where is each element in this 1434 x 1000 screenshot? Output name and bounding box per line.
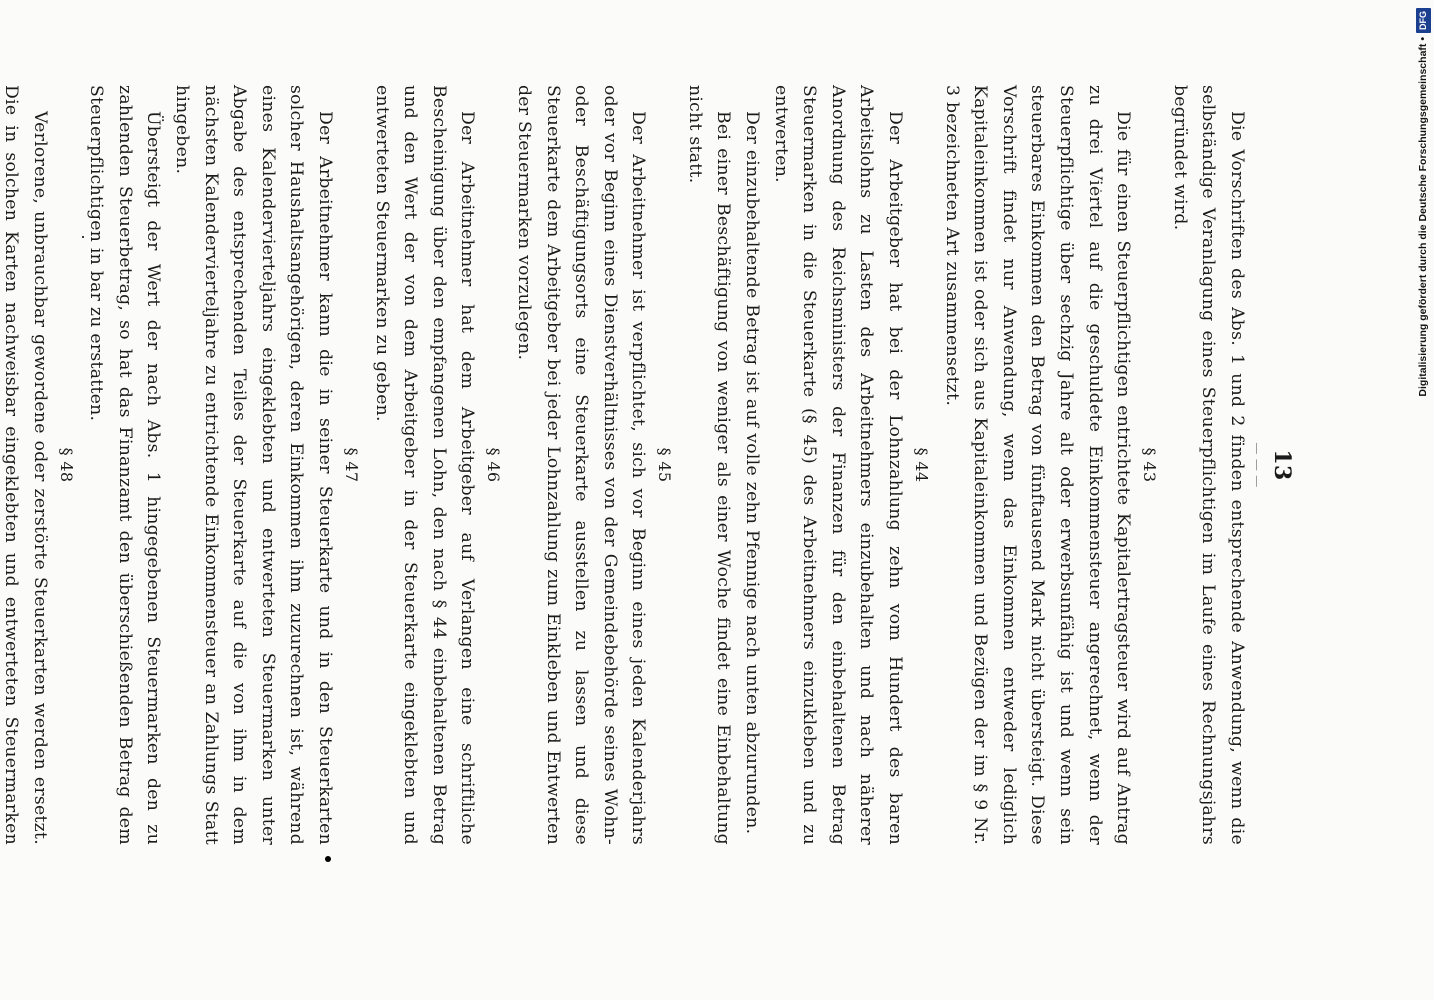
paragraph-text: Der Arbeitnehmer hat dem Arbeitgeber auf Verlangen eine schriftliche Bescheinigung über den empfangenen Lohn, den nach § 44 einbehaltenen Betrag und den Wert der von dem Arbeitgeber in der Steuerkarte eingeklebten und entwerteten Steuermarken zu geben. <box>371 85 478 845</box>
paragraph-text: Die Vorschriften des Abs. 1 und 2 finden entsprechende Anwendung, wenn die selbständige Veranlagung eines Steuerpflichtigen im Laufe eines Rechnungsjahrs begründet wird. <box>1169 85 1247 845</box>
section-43 <box>937 85 1161 845</box>
section-48 <box>0 85 78 845</box>
dfg-logo: DFG <box>1416 8 1431 33</box>
paragraph-text: Der Arbeitnehmer ist verpflichtet, sich vor Beginn eines jeden Kalenderjahrs oder vor Beginn eines Dienstverhältnisses von der Gemeindebehörde seines Wohn- oder Beschäftigungsorts eine Steuerkarte ausstellen zu lassen und diese Steuerkarte dem Arbeitgeber bei jeder Lohnzahlung zum Einkleben und Entwerten der Steuermarken vorzulegen. <box>513 85 649 845</box>
paragraph-text: Übersteigt der Wert der nach Abs. 1 hingegebenen Steuermarken den zu zahlenden Steuerbetrag, so hat das Finanzamt den überschießenden Betrag dem Steuerpflichtigen in bar zu erstatten. <box>86 85 164 845</box>
digitization-credit-text: Digitalisierung gefördert durch die Deutsche Forschungsgemeinschaft • <box>1417 37 1429 397</box>
document-page <box>1 85 1295 875</box>
section-heading: § 44 <box>912 447 932 483</box>
digitization-credit <box>1412 8 1434 403</box>
page-number: 13 <box>1269 449 1295 481</box>
paragraph-text: Der Arbeitgeber hat bei der Lohnzahlung zehn vom Hundert des baren Arbeitslohns zu Lasten des Arbeitnehmers einzubehalten und nach näherer Anordnung des Reichsministers der Finanzen für den einbehaltenen Betrag Steuermarken in die Steuerkarte (§ 45) des Arbeitnehmers einzukleben und zu entwerten. <box>770 85 906 845</box>
digitization-credit-text-wrapper <box>1414 8 1432 403</box>
section-heading: § 45 <box>655 447 675 483</box>
header-rule: — — — <box>1250 442 1264 488</box>
section-heading: § 48 <box>56 447 76 483</box>
section-44 <box>680 85 933 845</box>
page-text-block <box>0 85 1295 845</box>
section-47 <box>82 85 363 845</box>
paragraph-text: Der Arbeitnehmer kann die in seiner Steuerkarte und in den Steuerkarten solcher Haushaltsangehörigen, deren Einkommen ihm zuzurechnen ist, während eines Kalendervierteljahrs eingeklebten und entwerteten Steuermarken unter Abgabe des entsprechenden Teiles der Steuerkarte auf die von ihm in dem nächsten Kalendervierteljahre zu entrichtende Einkommensteuer an Zahlungs Statt hingeben. <box>172 85 335 845</box>
section-45 <box>509 85 676 845</box>
paragraph-text: Die für einen Steuerpflichtigen entrichtete Kapitalertragsteuer wird auf Antrag zu drei Viertel auf die geschuldete Einkommensteuer angerechnet, wenn der Steuerpflichtige über sechzig Jahre alt oder erwerbsunfähig ist und wenn sein steuerbares Einkommen den Betrag von fünftausend Mark nicht übersteigt. Diese Vorschrift findet nur Anwendung, wenn das Einkommen entweder lediglich Kapitaleinkommen ist oder sich aus Kapitaleinkommen und Bezügen der im § 9 Nr. 3 bezeichneten Art zusammensetzt. <box>941 85 1134 845</box>
section-heading: § 47 <box>341 447 361 483</box>
section-46 <box>367 85 505 845</box>
section-intro <box>1165 85 1251 845</box>
paragraph-text: Bei einer Beschäftigung von weniger als einer Woche findet eine Einbehaltung nicht statt. <box>684 85 734 845</box>
paragraph-text: Verlorene, unbrauchbar gewordene oder zerstörte Steuerkarten werden ersetzt. Die in solchen Karten nachweisbar eingeklebten und entwerteten Steuermarken <box>1 85 50 845</box>
section-heading: § 46 <box>484 447 504 483</box>
section-heading: § 43 <box>1140 447 1160 483</box>
paragraph-text: Der einzubehaltende Betrag ist auf volle zehn Pfennige nach unten abzurunden. <box>742 111 763 835</box>
